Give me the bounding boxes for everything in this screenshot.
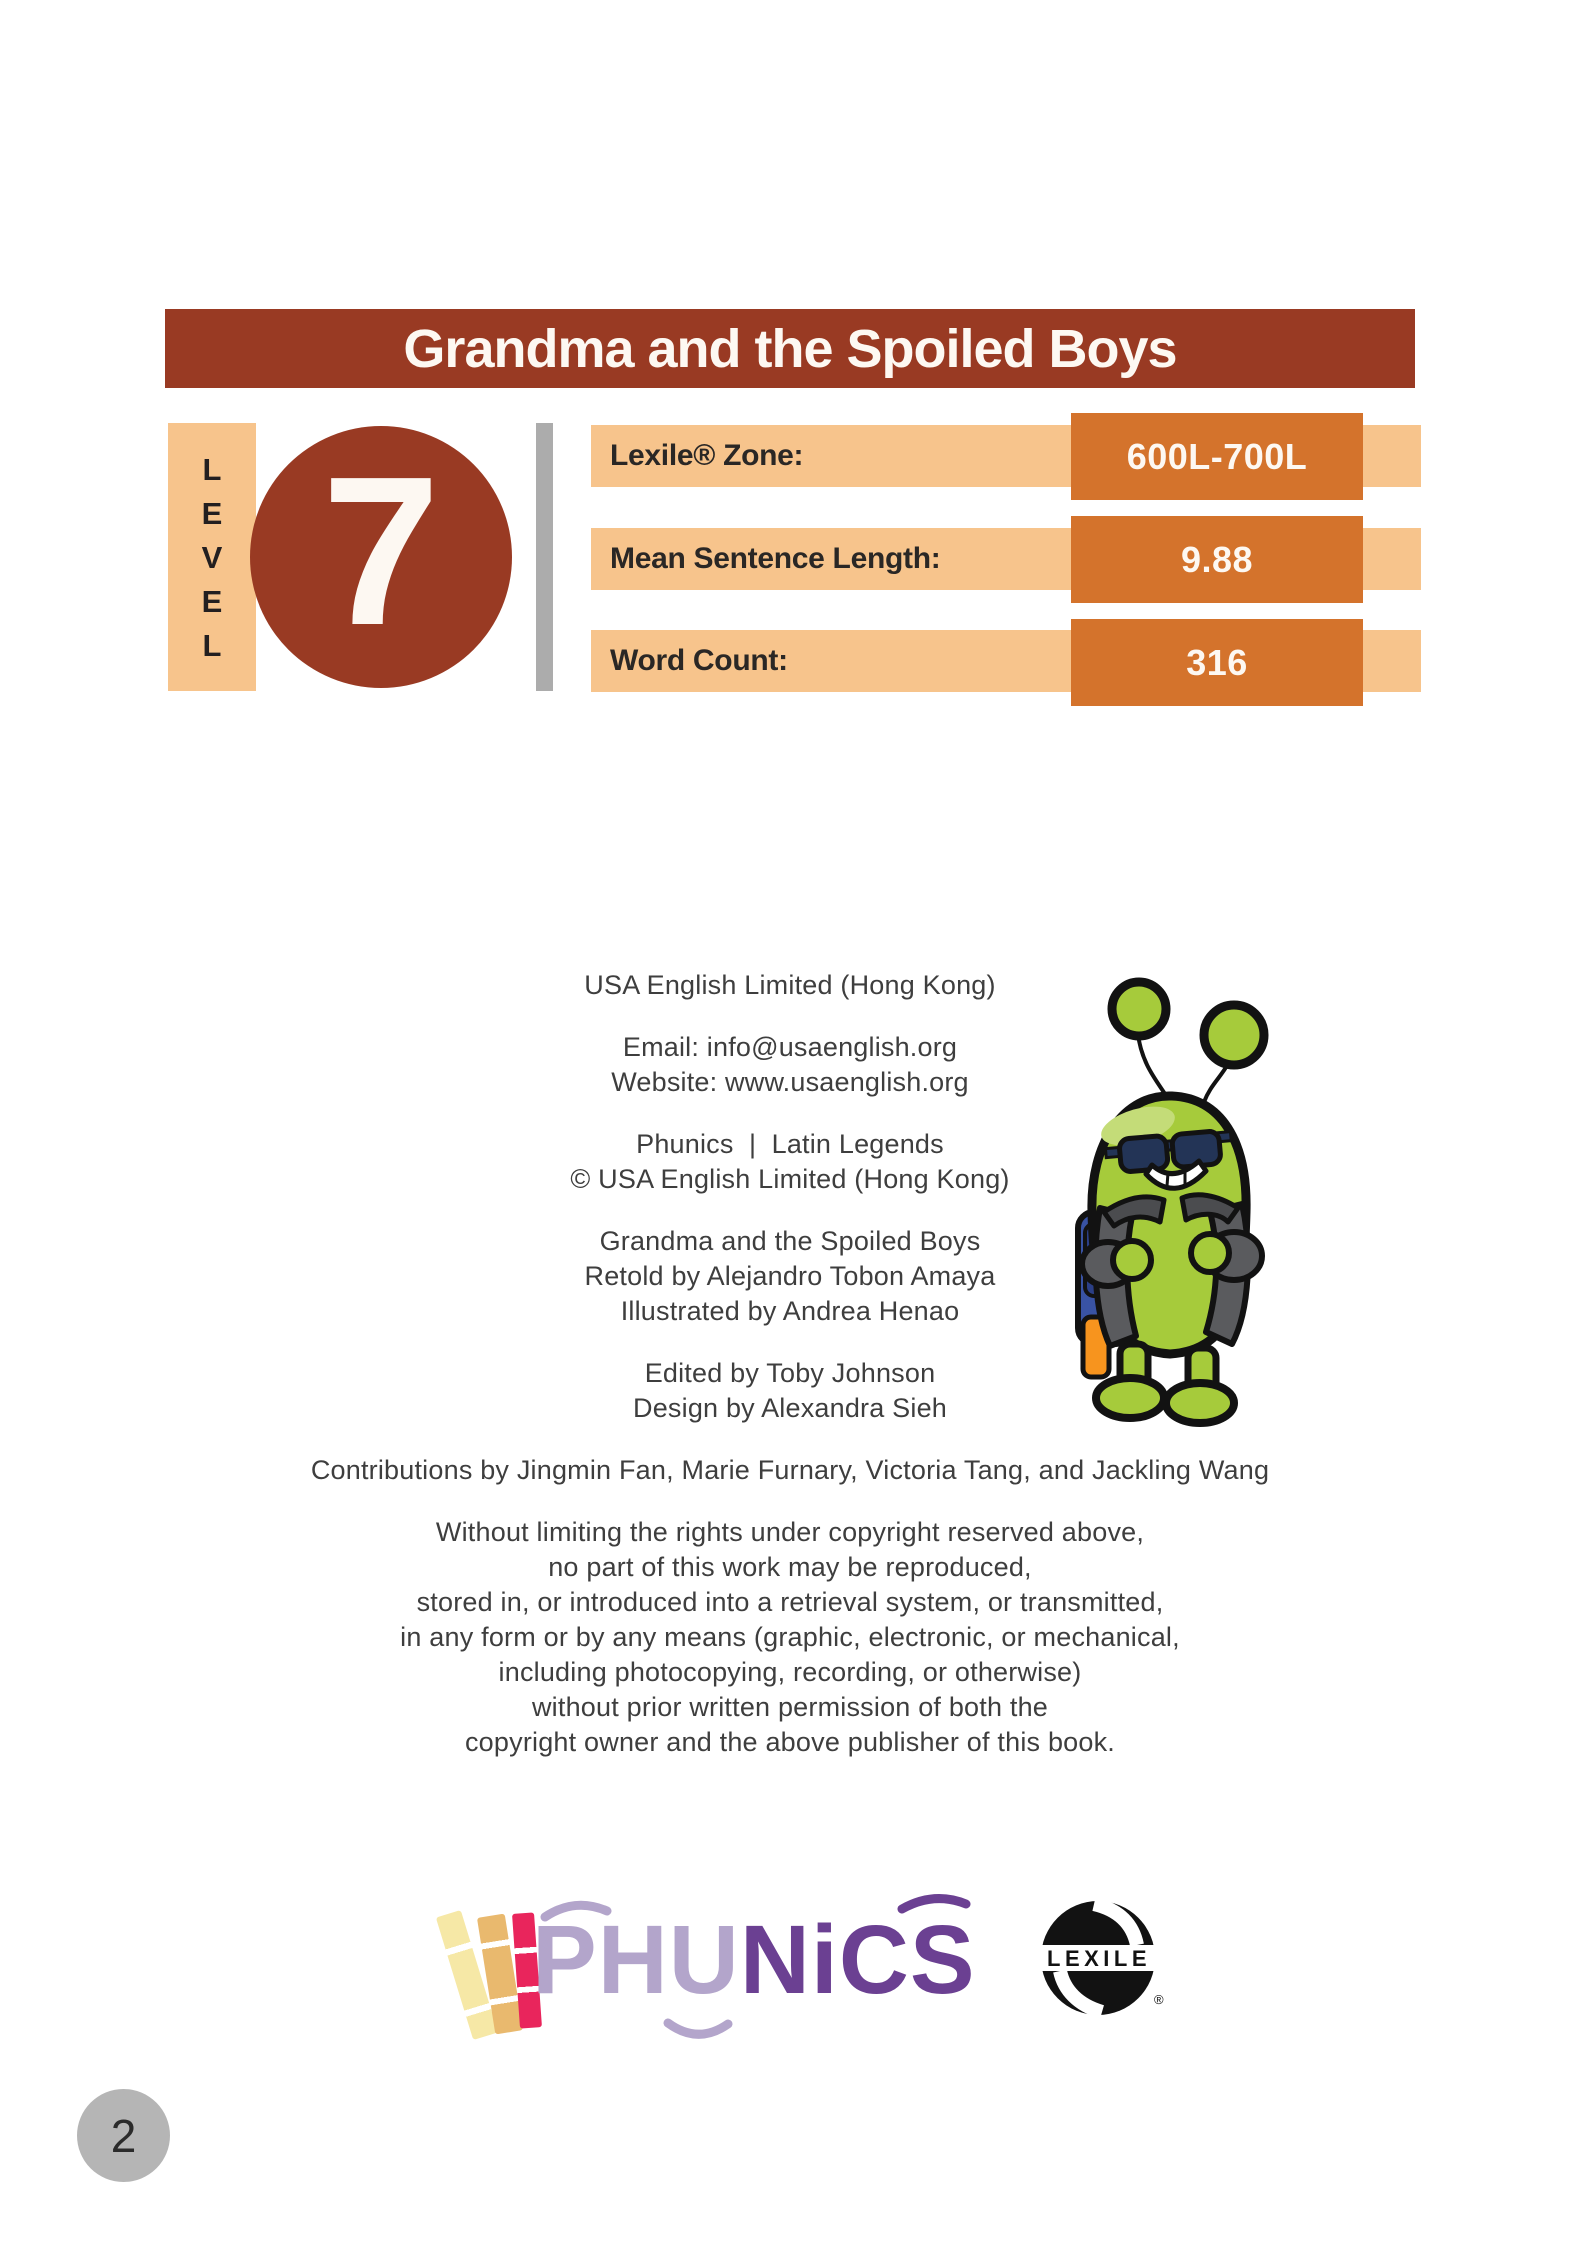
rights-line: without prior written permission of both the xyxy=(531,1692,1049,1722)
lexile-registered-mark: ® xyxy=(1154,1992,1164,2007)
right-fist xyxy=(1191,1234,1229,1272)
phunics-logo xyxy=(450,1893,990,2048)
illustrated-line: Illustrated by Andrea Henao xyxy=(620,1296,960,1326)
stat-value: 9.88 xyxy=(1180,538,1254,580)
rights-line: including photocopying, recording, or otherwise) xyxy=(498,1657,1082,1687)
bug-mascot-illustration xyxy=(1070,972,1275,1427)
page-number: 2 xyxy=(110,2109,137,2162)
series-lines xyxy=(95,1127,1485,1197)
rights-line: Without limiting the rights under copyright reserved above, xyxy=(435,1517,1145,1547)
antennae-icon xyxy=(1112,982,1264,1102)
colophon-text xyxy=(95,968,1485,1760)
lexile-label: LEXILE xyxy=(1047,1946,1152,1971)
publisher-line: USA English Limited (Hong Kong) xyxy=(584,970,996,1000)
level-letter: V xyxy=(201,539,223,575)
rights-line: in any form or by any means (graphic, electronic, or mechanical, xyxy=(400,1622,1180,1652)
stat-value-box xyxy=(1071,413,1363,500)
stat-label: Word Count: xyxy=(610,644,788,677)
left-fist xyxy=(1113,1241,1151,1279)
edited-line: Edited by Toby Johnson xyxy=(644,1358,936,1388)
series-line: Phunics | Latin Legends xyxy=(636,1129,944,1159)
stat-value: 600L-700L xyxy=(1126,435,1308,477)
credits-lines xyxy=(95,1224,1485,1329)
stat-value-box xyxy=(1071,516,1363,603)
contact-lines xyxy=(95,1030,1485,1100)
phunics-logo-arcs xyxy=(450,1893,990,2048)
level-number-circle xyxy=(250,426,512,688)
contributions-line: Contributions by Jingmin Fan, Marie Furnary, Victoria Tang, and Jackling Wang xyxy=(310,1455,1270,1485)
level-letter: L xyxy=(202,627,222,663)
stat-label: Lexile® Zone: xyxy=(610,439,804,472)
page-title: Grandma and the Spoiled Boys xyxy=(403,318,1177,379)
design-line: Design by Alexandra Sieh xyxy=(633,1393,947,1423)
level-letter: L xyxy=(202,451,222,487)
stat-value-box xyxy=(1071,619,1363,706)
copyright-line: © USA English Limited (Hong Kong) xyxy=(570,1164,1010,1194)
website-line: Website: www.usaenglish.org xyxy=(611,1067,969,1097)
phunics-wordmark-light: PHU xyxy=(532,1905,740,2014)
rights-line: stored in, or introduced into a retrieval system, or transmitted, xyxy=(416,1587,1164,1617)
lexile-logo xyxy=(1036,1898,1170,2024)
editor-lines xyxy=(95,1356,1485,1426)
level-number: 7 xyxy=(322,432,440,669)
email-line: Email: info@usaenglish.org xyxy=(622,1032,958,1062)
level-letter: E xyxy=(201,583,223,619)
level-label-box xyxy=(168,423,256,691)
page-number-badge xyxy=(77,2089,170,2182)
title-banner xyxy=(165,309,1415,388)
rights-line: copyright owner and the above publisher of this book. xyxy=(464,1727,1115,1757)
rights-paragraph xyxy=(95,1515,1485,1760)
stat-value: 316 xyxy=(1186,641,1248,683)
level-divider xyxy=(536,423,553,691)
stat-label: Mean Sentence Length: xyxy=(610,542,941,575)
rights-line: no part of this work may be reproduced, xyxy=(548,1552,1032,1582)
retold-line: Retold by Alejandro Tobon Amaya xyxy=(584,1261,996,1291)
phunics-wordmark-dark: NiCS xyxy=(739,1905,976,2014)
level-letter: E xyxy=(201,495,223,531)
book-title-line: Grandma and the Spoiled Boys xyxy=(599,1226,981,1256)
